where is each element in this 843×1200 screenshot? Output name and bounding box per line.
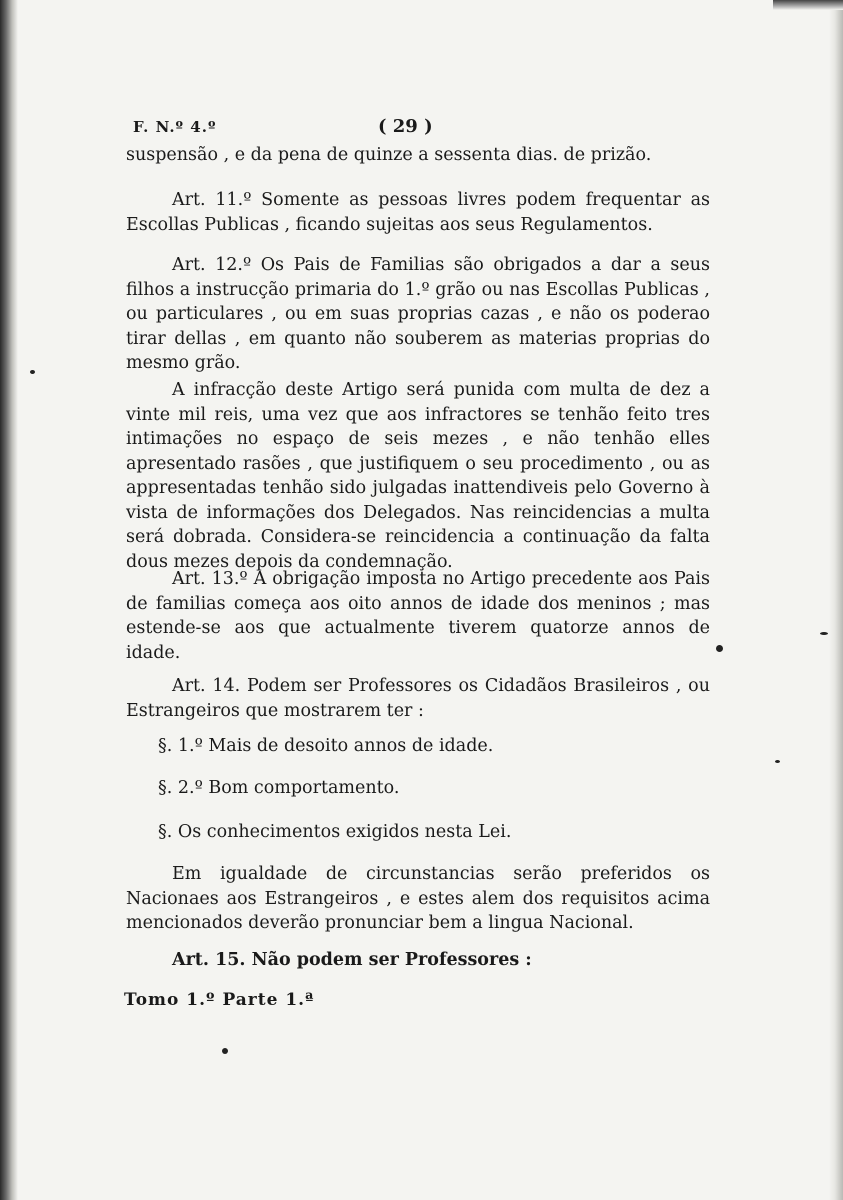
article-11 [126, 188, 710, 237]
article-15 [126, 948, 710, 973]
requirement-item: §. Os conhecimentos exigidos nesta Lei. [158, 822, 512, 842]
footer-signature: Tomo 1.º Parte 1.ª [124, 990, 315, 1010]
paragraph-text: Art. 12.º Os Pais de Familias são obrigados a dar a seus filhos a instrucção primaria do 1.º grão ou nas Escollas Publicas , ou particulares , ou em suas proprias cazas , e não os poderao tirar dellas , em quanto não souberem as materias proprias do mesmo grão. [126, 255, 710, 373]
paragraph-preference [126, 862, 710, 936]
page-reference: F. N.º 4.º [133, 118, 217, 136]
requirement-item: §. 2.º Bom comportamento. [158, 778, 400, 798]
ink-speck [716, 645, 723, 652]
ink-speck [30, 370, 35, 374]
paragraph-text: suspensão , e da pena de quinze a sessenta dias. de prizão. [126, 145, 652, 165]
paragraph-infraction [126, 378, 710, 574]
paragraph-text: Em igualdade de circunstancias serão preferidos os Nacionaes aos Estrangeiros , e estes alem dos requisitos acima mencionados deverão pronunciar bem a lingua Nacional. [126, 864, 710, 933]
page-number: ( 29 ) [378, 116, 433, 137]
paragraph-text: Art. 14. Podem ser Professores os Cidadãos Brasileiros , ou Estrangeiros que mostrarem ter : [126, 676, 710, 721]
ink-speck [222, 1048, 228, 1054]
article-12 [126, 253, 710, 376]
paragraph-text: A infracção deste Artigo será punida com multa de dez a vinte mil reis, uma vez que aos infractores se tenhão feito tres intimações no espaço de seis mezes , e não tenhão elles apresentado rasões , que justifiquem o seu procedimento , ou as appresentadas tenhão sido julgadas inattendiveis pelo Governo à vista de informações dos Delegados. Nas reincidencias a multa será dobrada. Considera-se reincidencia a continuação da falta dous mezes depois da condemnação. [126, 380, 710, 572]
ink-speck [775, 760, 780, 763]
paragraph-text: Art. 13.º A obrigação imposta no Artigo precedente aos Pais de familias começa aos oito annos de idade dos meninos ; mas estende-se aos que actualmente tiverem quatorze annos de idade. [126, 569, 710, 663]
article-14 [126, 674, 710, 723]
paragraph-text: Art. 15. Não podem ser Professores : [172, 950, 532, 970]
requirement-item: §. 1.º Mais de desoito annos de idade. [158, 736, 494, 756]
paragraph-continuation [126, 143, 710, 168]
paragraph-text: Art. 11.º Somente as pessoas livres podem frequentar as Escollas Publicas , ficando sujeitas aos seus Regulamentos. [126, 190, 710, 235]
article-13 [126, 567, 710, 665]
ink-speck [820, 632, 828, 635]
